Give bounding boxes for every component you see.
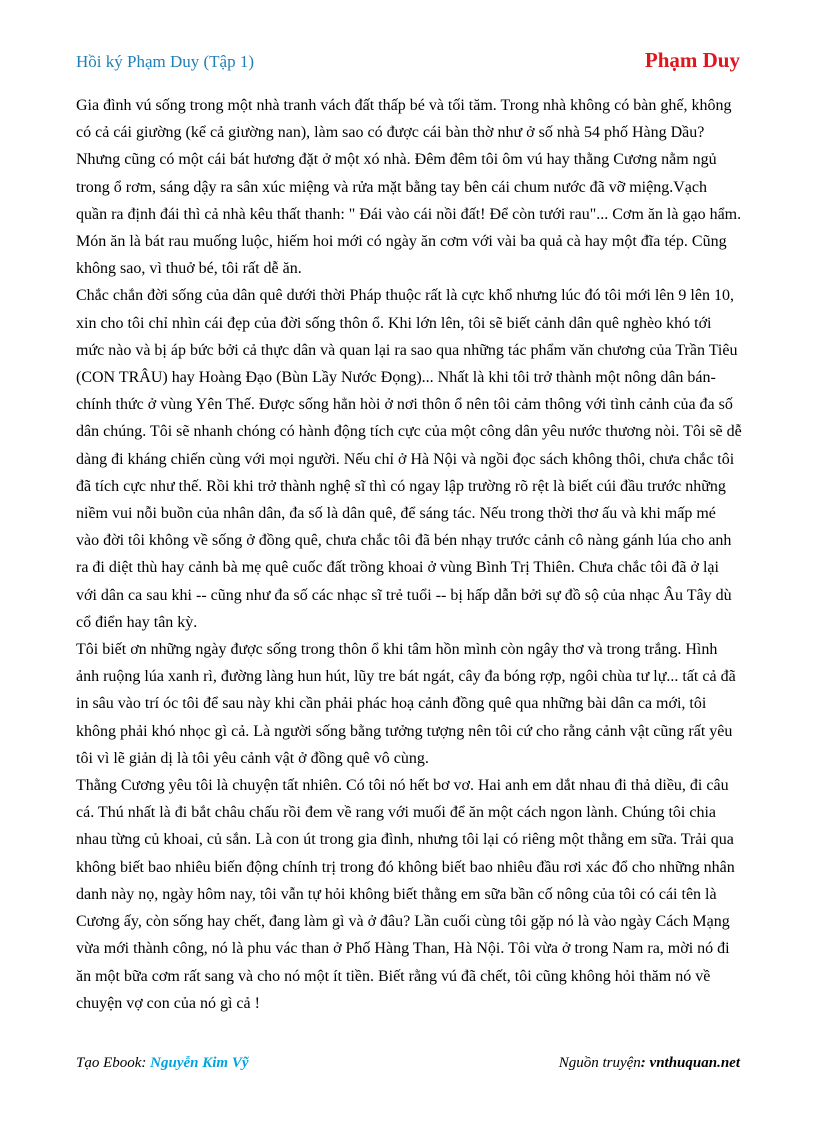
- source-label: Nguồn truyện: [558, 1055, 641, 1071]
- body-text: [76, 92, 742, 1017]
- paragraph-1: Gia đình vú sống trong một nhà tranh vách đất thấp bé và tối tăm. Trong nhà không có bàn ghế, không có cả cái giường (kể cả giường nan), làm sao có được cái bàn thờ như ở số nhà 54 phố Hàng Dầu? Nhưng cũng có một cái bát hương đặt ở một xó nhà. Đêm đêm tôi ôm vú hay thằng Cương nằm ngủ trong ổ rơm, sáng dậy ra sân xúc miệng và rửa mặt bằng tay bên cái chum nước đã vỡ miệng.Vạch quần ra định đái thì cả nhà kêu thất thanh: " Đái vào cái nồi đất! Để còn tưới rau"... Cơm ăn là gạo hẩm. Món ăn là bát rau muống luộc, hiếm hoi mới có ngày ăn cơm với vài ba quả cà hay một đĩa tép. Cũng không sao, vì thuở bé, tôi rất dễ ăn.: [76, 97, 742, 278]
- source-separator: :: [640, 1055, 650, 1071]
- author-name: Phạm Duy: [644, 48, 740, 72]
- ebook-credit: [76, 1055, 249, 1072]
- source-credit: [559, 1055, 740, 1072]
- paragraph-3: Tôi biết ơn những ngày được sống trong thôn ổ khi tâm hồn mình còn ngây thơ và trong trắng. Hình ảnh ruộng lúa xanh rì, đường làng hun hút, lũy tre bát ngát, cây đa bóng rợp, ngôi chùa tư lự... tất cả đã in sâu vào trí óc tôi để sau này khi cần phải phác hoạ cảnh đồng quê qua những bài dân ca mới, tôi không phải khó nhọc gì cả. Là người sống bằng tưởng tượng nên tôi cứ cho rằng cảnh vật cũng rất yêu tôi vì lẽ giản dị là tôi yêu cảnh vật ở đồng quê vô cùng.: [76, 641, 736, 767]
- paragraph-4: Thằng Cương yêu tôi là chuyện tất nhiên. Có tôi nó hết bơ vơ. Hai anh em dắt nhau đi thả diều, đi câu cá. Thú nhất là đi bắt châu chấu rồi đem về rang với muối để ăn một cách ngon lành. Chúng tôi chia nhau từng củ khoai, củ sắn. Là con út trong gia đình, nhưng tôi lại có riêng một thằng em sữa. Trải qua không biết bao nhiêu biến động chính trị trong đó không biết bao nhiêu đầu rơi xác đổ cho những nhân danh này nọ, ngày hôm nay, tôi vẫn tự hỏi không biết thằng em sữa bần cố nông của tôi có cái tên là Cương ấy, còn sống hay chết, đang làm gì và ở đâu? Lần cuối cùng tôi gặp nó là vào ngày Cách Mạng vừa mới thành công, nó là phu vác than ở Phố Hàng Than, Hà Nội. Tôi vừa ở trong Nam ra, mời nó đi ăn một bữa cơm rất sang và cho nó một ít tiền. Biết rằng vú đã chết, tôi cũng không hỏi thăm nó về chuyện vợ con của nó gì cả !: [76, 777, 735, 1012]
- book-title: Hồi ký Phạm Duy (Tập 1): [76, 52, 255, 71]
- page-footer: [76, 1055, 740, 1079]
- ebook-label: Tạo Ebook: [76, 1055, 142, 1071]
- page-header: [76, 48, 740, 76]
- ebook-creator: Nguyễn Kim Vỹ: [150, 1055, 249, 1071]
- ebook-separator: :: [141, 1055, 151, 1071]
- source-site: vnthuquan.net: [649, 1055, 740, 1071]
- paragraph-2: Chắc chắn đời sống của dân quê dưới thời Pháp thuộc rất là cực khổ nhưng lúc đó tôi mới lên 9 lên 10, xin cho tôi chỉ nhìn cái đẹp của đời sống thôn ổ. Khi lớn lên, tôi sẽ biết cảnh dân quê nghèo khó tới mức nào và bị áp bức bởi cả thực dân và quan lại ra sao qua những tác phẩm văn chương của Trần Tiêu (CON TRÂU) hay Hoàng Đạo (Bùn Lầy Nước Đọng)... Nhất là khi tôi trở thành một nông dân bán-chính thức ở vùng Yên Thế. Được sống hẳn hòi ở nơi thôn ổ nên tôi cảm thông với tình cảnh của đa số dân chúng. Tôi sẽ nhanh chóng có hành động tích cực của một công dân yêu nước thương nòi. Tôi sẽ dễ dàng đi kháng chiến cùng với mọi người. Nếu chỉ ở Hà Nội và ngồi đọc sách không thôi, chưa chắc tôi đã tích cực như thế. Rồi khi trở thành nghệ sĩ thì có ngay lập trường rõ rệt là biết cúi đầu trước những niềm vui nỗi buồn của nhân dân, đa số là dân quê, để sáng tác. Nếu trong thời thơ ấu và khi mấp mé vào đời tôi không về sống ở đồng quê, chưa chắc tôi đã bén nhạy trước cảnh cô nàng gánh lúa cho anh ra đi diệt thù hay cảnh bà mẹ quê cuốc đất trồng khoai ở vùng Bình Trị Thiên. Chưa chắc tôi đã ở lại với dân ca sau khi -- cũng như đa số các nhạc sĩ trẻ tuổi -- bị hấp dẫn bởi sự đồ sộ của nhạc Âu Tây dù cổ điển hay tân kỳ.: [76, 287, 742, 631]
